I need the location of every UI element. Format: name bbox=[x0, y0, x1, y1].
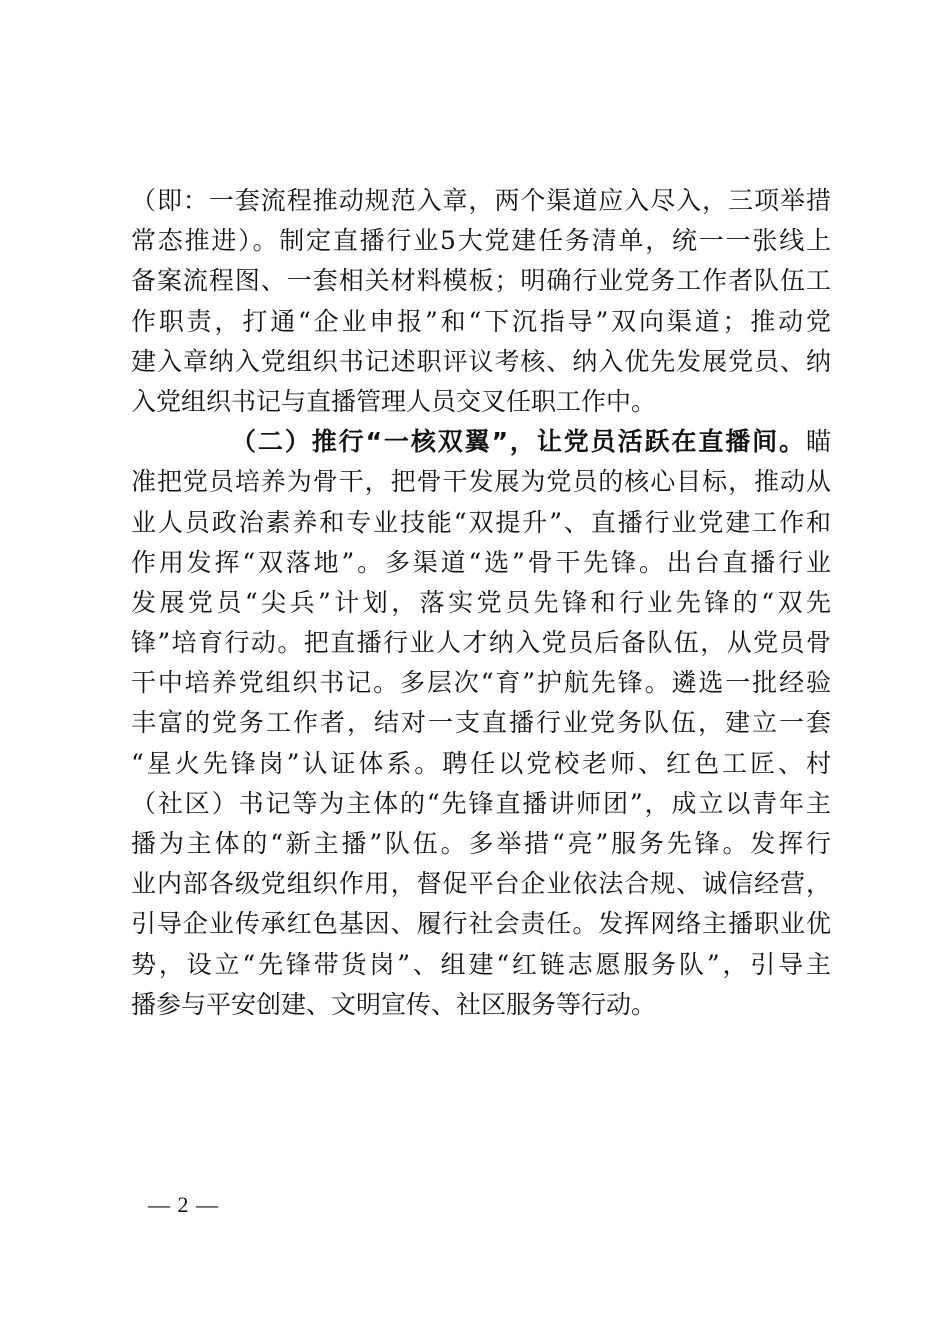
text-line: 入党组织书记与直播管理人员交叉任职工作中。 bbox=[131, 386, 657, 416]
text-line: 常态推进）。制定直播行业5大党建任务清单，统一一张线上 bbox=[131, 226, 831, 256]
text-line: 播参与平安创建、文明宣传、社区服务等行动。 bbox=[131, 989, 657, 1019]
text-line: 作职责，打通“企业申报”和“下沉指导”双向渠道；推动党 bbox=[131, 306, 831, 336]
text-line: 建入章纳入党组织书记述职评议考核、纳入优先发展党员、纳 bbox=[131, 346, 831, 376]
text-line: 发展党员“尖兵”计划，落实党员先锋和行业先锋的“双先 bbox=[131, 587, 831, 617]
text-line: 干中培养党组织书记。多层次“育”护航先锋。遴选一批经验 bbox=[131, 668, 831, 698]
text-line bbox=[131, 422, 831, 462]
text-line: 备案流程图、一套相关材料模板；明确行业党务工作者队伍工 bbox=[131, 266, 831, 296]
section-heading: （二）推行“一核双翼”，让党员活跃在直播间。 bbox=[231, 427, 806, 457]
text-line: 引导企业传承红色基因、履行社会责任。发挥网络主播职业优 bbox=[131, 909, 831, 939]
page-number: — 2 — bbox=[148, 1192, 219, 1217]
text-line: 准把党员培养为骨干，把骨干发展为党员的核心目标，推动从 bbox=[131, 467, 831, 497]
text-line: （社区）书记等为主体的“先锋直播讲师团”，成立以青年主 bbox=[131, 788, 831, 818]
text-line: 播为主体的“新主播”队伍。多举措“亮”服务先锋。发挥行 bbox=[131, 829, 831, 858]
body-text bbox=[131, 181, 831, 1025]
heading-line-rest: 瞄 bbox=[805, 427, 831, 457]
text-line: 锋”培育行动。把直播行业人才纳入党员后备队伍，从党员骨 bbox=[131, 628, 831, 658]
paragraph-2 bbox=[131, 422, 831, 1025]
text-line: “星火先锋岗”认证体系。聘任以党校老师、红色工匠、村 bbox=[131, 748, 831, 778]
text-line: 作用发挥“双落地”。多渠道“选”骨干先锋。出台直播行业 bbox=[131, 547, 831, 577]
text-line: 业人员政治素养和专业技能“双提升”、直播行业党建工作和 bbox=[131, 507, 831, 537]
text-line: （即：一套流程推动规范入章，两个渠道应入尽入，三项举措 bbox=[131, 186, 831, 215]
text-line: 业内部各级党组织作用，督促平台企业依法合规、诚信经营， bbox=[131, 869, 831, 899]
paragraph-1 bbox=[131, 181, 831, 422]
text-line: 势，设立“先锋带货岗”、组建“红链志愿服务队”，引导主 bbox=[131, 949, 831, 979]
text-line: 丰富的党务工作者，结对一支直播行业党务队伍，建立一套 bbox=[131, 708, 831, 738]
